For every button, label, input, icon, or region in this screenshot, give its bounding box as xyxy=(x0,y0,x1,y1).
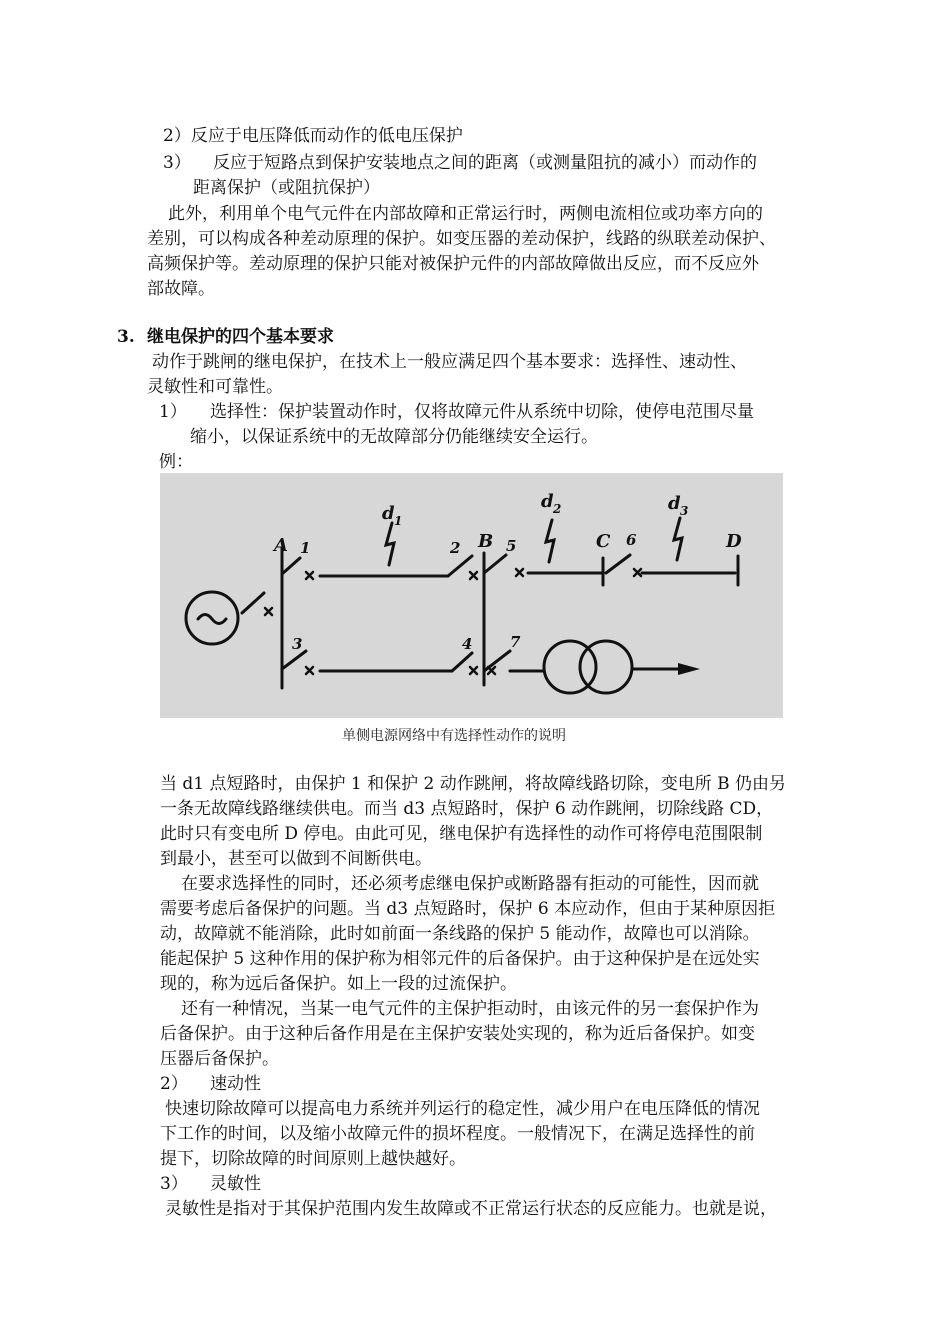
network-diagram xyxy=(160,473,783,718)
paragraph-d1-line-4: 到最小，甚至可以做到不间断供电。 xyxy=(160,849,432,869)
label-2: 2 xyxy=(450,539,461,557)
transformer-output-arrow xyxy=(678,663,700,675)
list-item-3-line-1: 反应于短路点到保护安装地点之间的距离（或测量阻抗的减小）而动作的 xyxy=(213,153,757,173)
breaker-1 xyxy=(306,572,313,579)
paragraph-backup-line-5: 现的，称为远后备保护。如上一段的过流保护。 xyxy=(160,974,517,994)
section-number: 3. xyxy=(117,327,135,347)
label-d3-sub: 3 xyxy=(680,504,689,518)
section-intro-line-2: 灵敏性和可靠性。 xyxy=(147,377,283,397)
switch-2 xyxy=(448,556,472,576)
label-c: C xyxy=(596,531,611,552)
paragraph-near-line-1: 还有一种情况，当某一电气元件的主保护拒动时，由该元件的另一套保护作为 xyxy=(181,999,759,1019)
breaker-2 xyxy=(470,572,477,579)
breaker-5 xyxy=(516,569,523,576)
switch-5 xyxy=(484,555,506,573)
paragraph-differential-line-1: 此外，利用单个电气元件在内部故障和正常运行时，两侧电流相位或功率方向的 xyxy=(168,204,763,224)
selectivity-line-2: 缩小，以保证系统中的无故障部分仍能继续安全运行。 xyxy=(190,427,598,447)
label-d2-sub: 2 xyxy=(553,502,562,516)
switch-4 xyxy=(452,653,472,671)
label-6: 6 xyxy=(626,531,637,549)
paragraph-backup-line-2: 需要考虑后备保护的问题。当 d3 点短路时，保护 6 本应动作，但由于某种原因拒 xyxy=(160,899,776,919)
fault-d1-icon xyxy=(386,523,394,565)
section-title: 继电保护的四个基本要求 xyxy=(147,327,334,347)
example-label: 例： xyxy=(159,452,193,472)
speed-number: 2） xyxy=(160,1074,188,1094)
sensitivity-line-1: 灵敏性是指对于其保护范围内发生故障或不正常运行状态的反应能力。也就是说， xyxy=(165,1199,777,1219)
label-d1: d xyxy=(382,503,395,524)
breaker-4 xyxy=(470,667,477,674)
fault-d2-icon xyxy=(546,520,554,562)
label-b: B xyxy=(478,531,494,552)
paragraph-backup-line-1: 在要求选择性的同时，还必须考虑继电保护或断路器有拒动的可能性，因而就 xyxy=(181,874,759,894)
breaker-3 xyxy=(306,667,313,674)
breaker-6 xyxy=(634,569,641,576)
paragraph-d1-line-1: 当 d1 点短路时，由保护 1 和保护 2 动作跳闸，将故障线路切除，变电所 B 仍由另 xyxy=(160,774,787,794)
speed-line-2: 下工作的时间，以及缩小故障元件的损坏程度。一般情况下，在满足选择性的前 xyxy=(160,1124,755,1144)
selectivity-line-1: 选择性：保护装置动作时，仅将故障元件从系统中切除，使停电范围尽量 xyxy=(210,402,754,422)
generator-switch xyxy=(242,593,264,613)
paragraph-near-line-2: 后备保护。由于这种后备作用是在主保护安装处实现的，称为近后备保护。如变 xyxy=(160,1024,755,1044)
breaker-7 xyxy=(488,667,495,674)
label-d: D xyxy=(726,531,742,552)
figure-caption: 单侧电源网络中有选择性动作的说明 xyxy=(342,728,566,744)
paragraph-differential-line-4: 部故障。 xyxy=(147,279,215,299)
sensitivity-number: 3） xyxy=(160,1174,188,1194)
paragraph-d1-line-2: 一条无故障线路继续供电。而当 d3 点短路时，保护 6 动作跳闸，切除线路 CD， xyxy=(160,799,774,819)
label-3: 3 xyxy=(292,635,303,653)
label-5: 5 xyxy=(506,537,517,555)
speed-line-3: 提下，切除故障的时间原则上越快越好。 xyxy=(160,1149,466,1169)
label-4: 4 xyxy=(462,635,473,653)
label-d1-sub: 1 xyxy=(394,514,403,528)
speed-title: 速动性 xyxy=(210,1074,261,1094)
label-d3: d xyxy=(668,493,681,514)
paragraph-backup-line-3: 动，故障就不能消除，此时如前面一条线路的保护 5 能动作，故障也可以消除。 xyxy=(160,924,760,944)
switch-3 xyxy=(282,651,306,669)
section-intro-line-1: 动作于跳闸的继电保护，在技术上一般应满足四个基本要求：选择性、速动性、 xyxy=(152,352,747,372)
speed-line-1: 快速切除故障可以提高电力系统并列运行的稳定性，减少用户在电压降低的情况 xyxy=(165,1099,760,1119)
generator-tilde xyxy=(198,615,226,624)
label-a: A xyxy=(274,535,288,556)
switch-1 xyxy=(282,558,300,574)
list-item-3-line-2: 距离保护（或阻抗保护） xyxy=(193,178,380,198)
transformer-winding-2 xyxy=(580,641,632,693)
paragraph-backup-line-4: 能起保护 5 这种作用的保护称为相邻元件的后备保护。由于这种保护是在远处实 xyxy=(160,949,760,969)
list-item-3-number: 3） xyxy=(163,153,191,173)
label-7: 7 xyxy=(510,633,521,651)
label-d2: d xyxy=(541,491,554,512)
switch-6 xyxy=(606,555,630,573)
breaker-g xyxy=(265,608,272,615)
paragraph-differential-line-2: 差别，可以构成各种差动原理的保护。如变压器的差动保护，线路的纵联差动保护、 xyxy=(147,229,776,249)
sensitivity-title: 灵敏性 xyxy=(210,1174,261,1194)
label-1: 1 xyxy=(300,539,311,557)
paragraph-differential-line-3: 高频保护等。差动原理的保护只能对被保护元件的内部故障做出反应，而不反应外 xyxy=(147,254,759,274)
list-item-2: 2）反应于电压降低而动作的低电压保护 xyxy=(163,126,463,146)
fault-d3-icon xyxy=(674,518,682,560)
paragraph-d1-line-3: 此时只有变电所 D 停电。由此可见，继电保护有选择性的动作可将停电范围限制 xyxy=(160,824,763,844)
selectivity-number: 1） xyxy=(159,402,187,422)
paragraph-near-line-3: 压器后备保护。 xyxy=(160,1049,279,1069)
